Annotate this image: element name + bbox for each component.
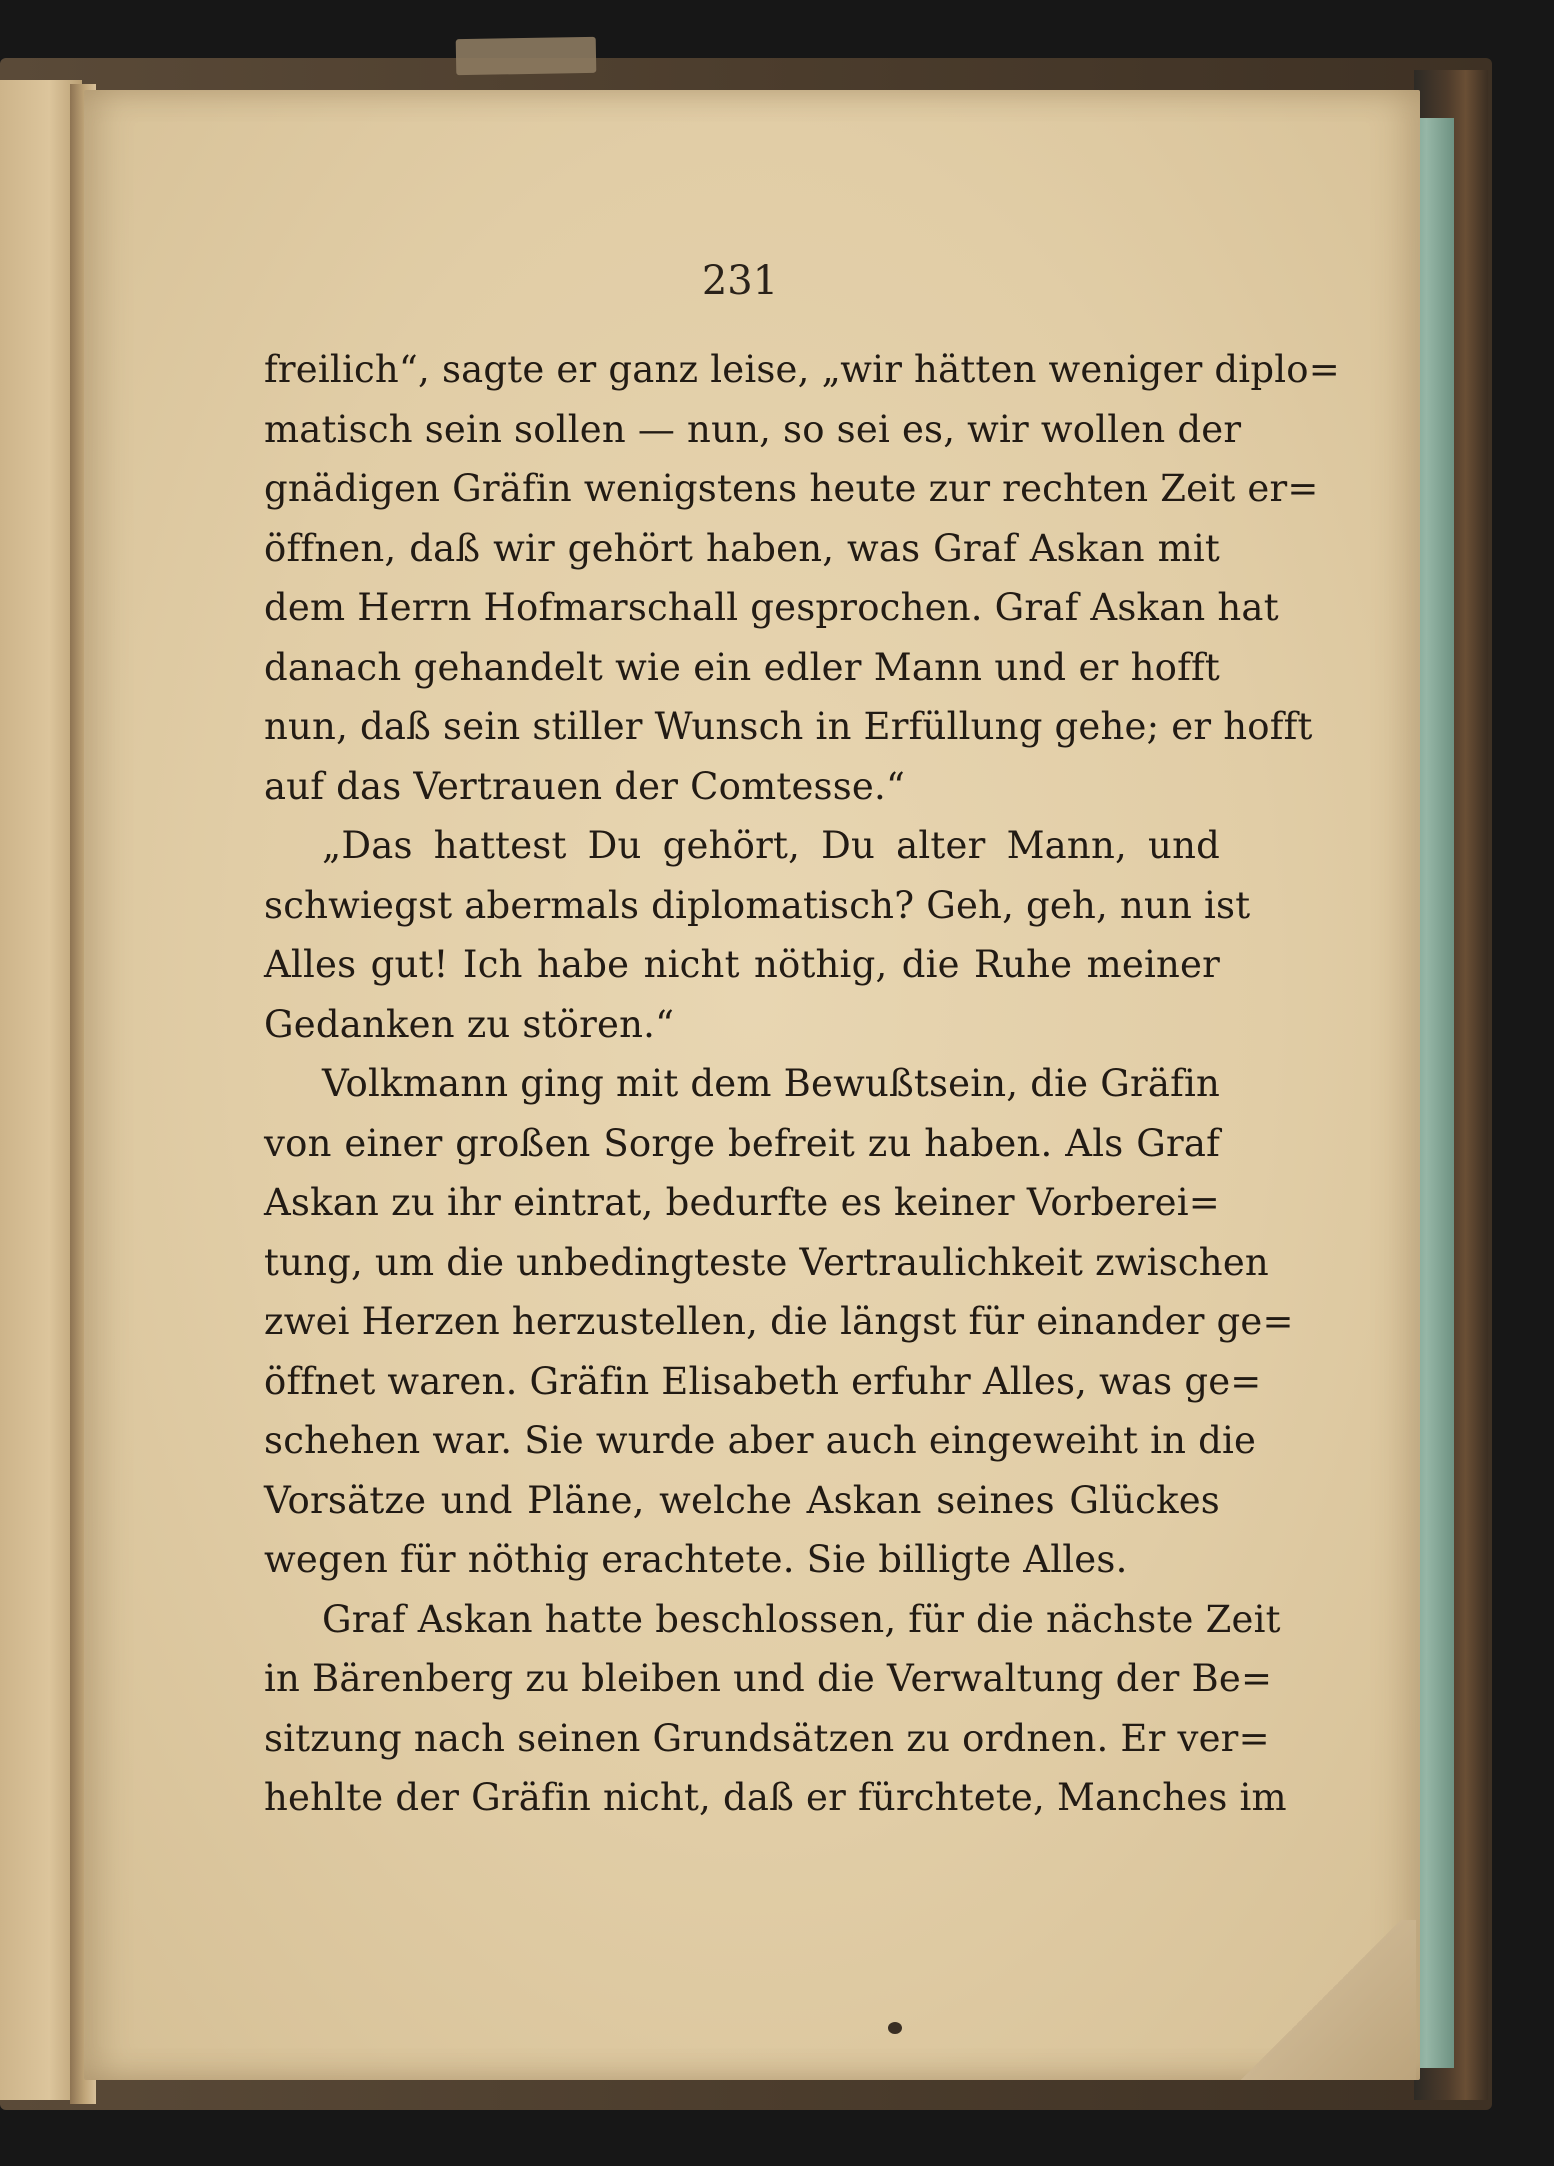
text-line: tung, um die unbedingteste Vertraulichkeit zwischen <box>264 1240 1269 1284</box>
signature-mark <box>888 2022 902 2034</box>
worn-corner <box>1226 1920 1416 2080</box>
text-line: zwei Herzen herzustellen, die längst für einander ge= <box>264 1300 1294 1343</box>
text-line: in Bärenberg zu bleiben und die Verwaltung der Be= <box>264 1657 1273 1700</box>
text-line: nun, daß sein stiller Wunsch in Erfüllung gehe; er hofft <box>264 705 1313 748</box>
text-line: matisch sein sollen — nun, so sei es, wir wollen der <box>264 407 1242 451</box>
text-line: Volkmann ging mit dem Bewußtsein, die Gräfin <box>322 1062 1221 1105</box>
text-line: Gedanken zu stören.“ <box>264 1002 675 1046</box>
text-line: freilich“, sagte er ganz leise, „wir hätten weniger diplo= <box>264 348 1340 391</box>
text-line: auf das Vertrauen der Comtesse.“ <box>264 764 906 808</box>
text-line: öffnen, daß wir gehört haben, was Graf Askan mit <box>264 526 1220 570</box>
text-line: Alles gut! Ich habe nicht nöthig, die Ruhe meiner <box>264 943 1220 986</box>
repair-tape <box>456 37 597 75</box>
text-line: gnädigen Gräfin wenigstens heute zur rechten Zeit er= <box>264 467 1319 510</box>
text-line: von einer großen Sorge befreit zu haben. Als Graf <box>264 1121 1220 1165</box>
text-line: öffnet waren. Gräfin Elisabeth erfuhr Alles, was ge= <box>264 1359 1262 1403</box>
text-line: schehen war. Sie wurde aber auch eingeweiht in die <box>264 1419 1257 1462</box>
text-line: wegen für nöthig erachtete. Sie billigte Alles. <box>264 1538 1128 1581</box>
text-line: Vorsätze und Pläne, welche Askan seines Glückes <box>264 1478 1220 1522</box>
text-line: Graf Askan hatte beschlossen, für die nächste Zeit <box>322 1597 1281 1641</box>
text-line: danach gehandelt wie ein edler Mann und er hofft <box>264 645 1220 689</box>
page-number: 231 <box>701 258 779 304</box>
text-line: „Das hattest Du gehört, Du alter Mann, und <box>322 824 1220 867</box>
page-text <box>264 340 1340 1828</box>
text-line: Askan zu ihr eintrat, bedurfte es keiner Vorberei= <box>264 1181 1220 1224</box>
text-line: dem Herrn Hofmarschall gesprochen. Graf Askan hat <box>264 586 1279 629</box>
text-line: schwiegst abermals diplomatisch? Geh, geh, nun ist <box>264 883 1251 927</box>
text-line: hehlte der Gräfin nicht, daß er fürchtete, Manches im <box>264 1776 1287 1819</box>
text-line: sitzung nach seinen Grundsätzen zu ordnen. Er ver= <box>264 1716 1270 1760</box>
